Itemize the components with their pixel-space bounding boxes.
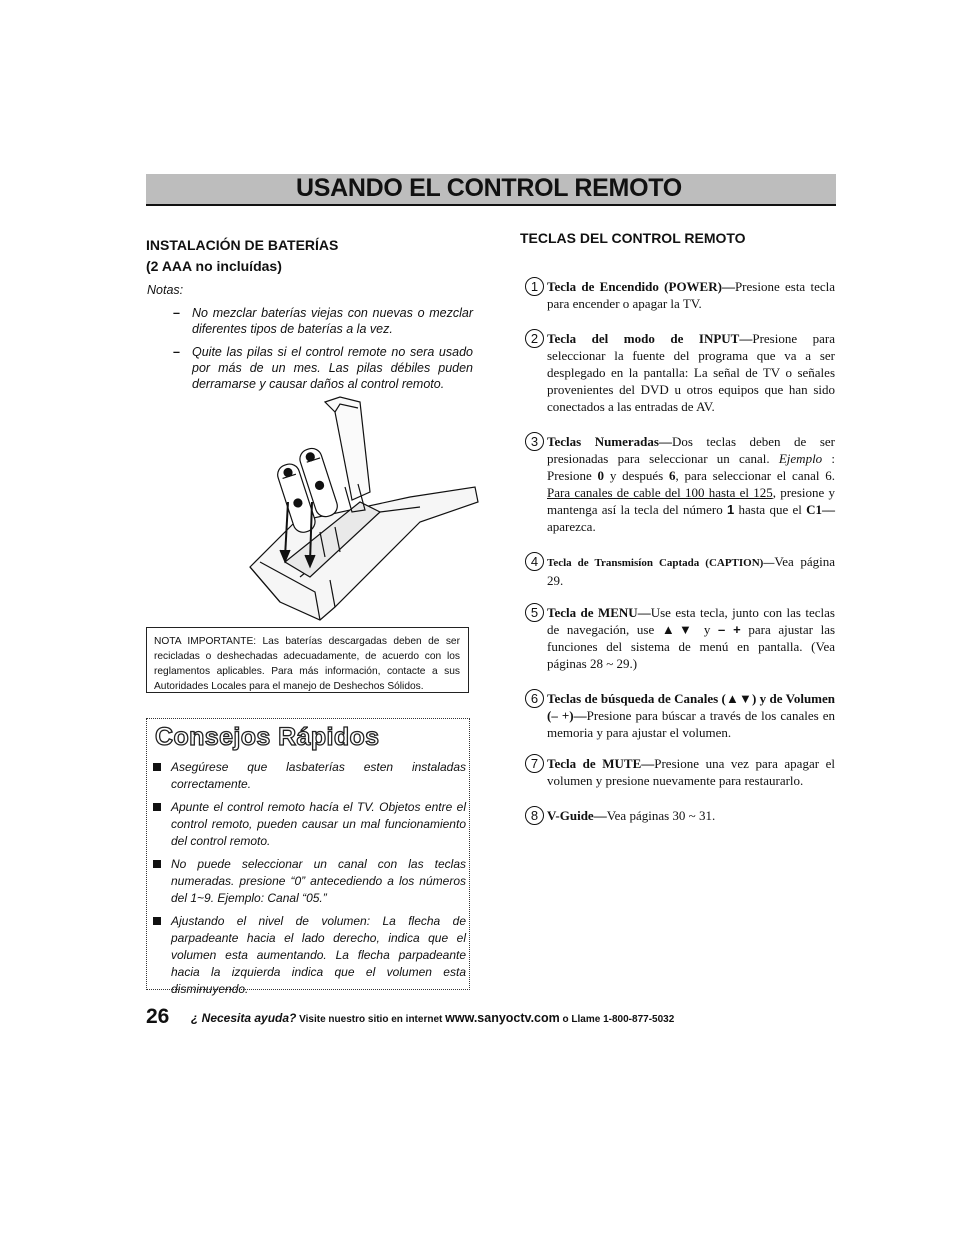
- key-label: Tecla de Encendido (POWER)—: [547, 279, 735, 294]
- key-number-badge: 8: [525, 806, 544, 825]
- note-item: [170, 305, 473, 337]
- key-description: Vea páginas 30 ~ 31.: [606, 808, 716, 823]
- key-number-badge: 2: [525, 329, 544, 348]
- important-note-box: NOTA IMPORTANTE: Las baterías descargadas deben de ser recicladas o deshechadas adecuadamente, de acuerdo con los reglamentos aplicables. Para más información, contacte a sus Autoridades Locales para el manejo de Deshechos Sólidos.: [146, 627, 469, 693]
- key-description: para ajustar las funciones del sistema de menú en pantalla. (Vea páginas 28 ~ 29.): [547, 622, 836, 671]
- key-description: Presione para búscar a través de los canales en memoria y para ajustar el volumen.: [547, 708, 835, 740]
- arrow-up-down-icon: ▲▼: [661, 622, 697, 637]
- key-description: Presione esta tecla para encender o apagar la TV.: [547, 279, 835, 311]
- title-bar: [146, 174, 836, 206]
- bullet-square-icon: [153, 803, 161, 811]
- note-text: Quite las pilas si el control remote no sera usado por más de un mes. Las pilas débiles puden derramarse y causar daños al control remoto.: [192, 345, 473, 391]
- tip-text: Asegúrese que lasbaterías esten instaladas correctamente.: [171, 760, 466, 791]
- key-description: , presione y mantenga así la tecla del número: [547, 485, 835, 517]
- key-item-power: [525, 278, 835, 312]
- key-label: Teclas de búsqueda de Canales (▲▼) y de Volumen (– +)—: [547, 691, 835, 723]
- key-number-badge: 5: [525, 603, 544, 622]
- remote-keys-heading: TECLAS DEL CONTROL REMOTO: [520, 230, 746, 246]
- key-description: Use esta tecla, junto con las teclas de navegación, use: [547, 605, 835, 637]
- footer-visit: Visite nuestro sitio en internet: [299, 1014, 443, 1025]
- c1-indicator: C1––: [806, 502, 835, 517]
- key-description: Presione una vez para apagar el volumen y presione nuevamente para restaurarlo.: [547, 756, 835, 788]
- key-description: , para seleccionar el canal 6.: [675, 468, 835, 483]
- key-number-badge: 6: [525, 689, 544, 708]
- key-label: V-Guide—: [547, 808, 607, 823]
- bullet-square-icon: [153, 917, 161, 925]
- key-digit: 1: [727, 502, 735, 517]
- page-title: USANDO EL CONTROL REMOTO: [296, 174, 682, 202]
- key-item-menu: [525, 604, 835, 672]
- bullet-square-icon: [153, 860, 161, 868]
- example-label: Ejemplo: [778, 451, 823, 466]
- footer-help: ¿ Necesita ayuda?: [191, 1011, 297, 1025]
- quick-tips-title: Consejos Rápidos: [155, 723, 380, 751]
- tip-item: [153, 759, 466, 793]
- key-item-channel-volume: [525, 690, 835, 741]
- bullet-square-icon: [153, 763, 161, 771]
- key-digit: 6: [669, 468, 676, 483]
- battery-subheading: (2 AAA no incluídas): [146, 258, 282, 274]
- tip-item: [153, 799, 466, 850]
- tip-item: [153, 856, 466, 907]
- key-item-mute: [525, 755, 835, 789]
- key-description: : Presione: [547, 451, 835, 483]
- key-item-vguide: [525, 807, 835, 824]
- notes-label: Notas:: [147, 283, 184, 297]
- key-description: y: [696, 622, 718, 637]
- key-number-badge: 7: [525, 754, 544, 773]
- key-description: hasta que el: [734, 502, 807, 517]
- footer-help-line: [191, 1011, 674, 1025]
- tip-item: [153, 913, 466, 998]
- note-text: No mezclar baterías viejas con nuevas o mezclar diferentes tipos de baterías a la vez.: [192, 306, 473, 336]
- tip-text: Apunte el control remoto hacía el TV. Objetos entre el control remoto, pueden causar un mal funcionamiento del control remoto.: [171, 800, 466, 848]
- quick-tips-box: [146, 718, 470, 996]
- key-label: Tecla de MENU—: [547, 605, 651, 620]
- key-description: Dos teclas deben de ser presionadas para seleccionar un canal.: [547, 434, 835, 466]
- key-description: y después: [604, 468, 670, 483]
- key-description: Vea página 29.: [547, 554, 835, 588]
- key-description: aparezca.: [547, 519, 596, 534]
- key-item-caption: [525, 553, 835, 589]
- note-dash: –: [173, 345, 180, 359]
- key-number-badge: 4: [525, 552, 544, 571]
- note-item: [170, 344, 473, 392]
- key-number-badge: 1: [525, 277, 544, 296]
- battery-heading: INSTALACIÓN DE BATERÍAS: [146, 237, 339, 253]
- footer-website-link[interactable]: www.sanyoctv.com: [445, 1011, 560, 1025]
- tip-text: Ajustando el nivel de volumen: La flecha de parpadeante hacia el lado derecho, indica que el volumen esta aumentando. La flecha parpadeante hacia la izquierda indica que el volumen esta disminuyendo.: [171, 914, 466, 996]
- page-number: 26: [146, 1005, 170, 1028]
- cable-channels-note: Para canales de cable del 100 hasta el 125: [547, 485, 773, 500]
- tip-text: No puede seleccionar un canal con las teclas numeradas. presione “0” antecediendo a los números del 1~9. Ejemplo: Canal “05.”: [171, 857, 466, 905]
- key-label: Tecla de Transmisíon Captada (CAPTION)—: [547, 557, 775, 569]
- key-digit: 0: [597, 468, 605, 483]
- minus-plus-icon: – +: [717, 622, 741, 637]
- note-dash: –: [173, 306, 180, 320]
- key-item-input: [525, 330, 835, 415]
- key-item-numbers: [525, 433, 835, 535]
- battery-installation-illustration: [240, 392, 480, 627]
- key-number-badge: 3: [525, 432, 544, 451]
- key-label: Tecla del modo de INPUT—: [547, 331, 753, 346]
- key-description: Presione para seleccionar la fuente del programa que va a ser desplegado en la pantalla: La señal de TV o señales provenientes del DVD u otros equipos que han sido conectados a las entradas de AV.: [547, 331, 836, 414]
- key-label: Teclas Numeradas—: [547, 434, 672, 449]
- key-label: Tecla de MUTE—: [547, 756, 655, 771]
- footer-phone: o Llame 1-800-877-5032: [562, 1014, 675, 1025]
